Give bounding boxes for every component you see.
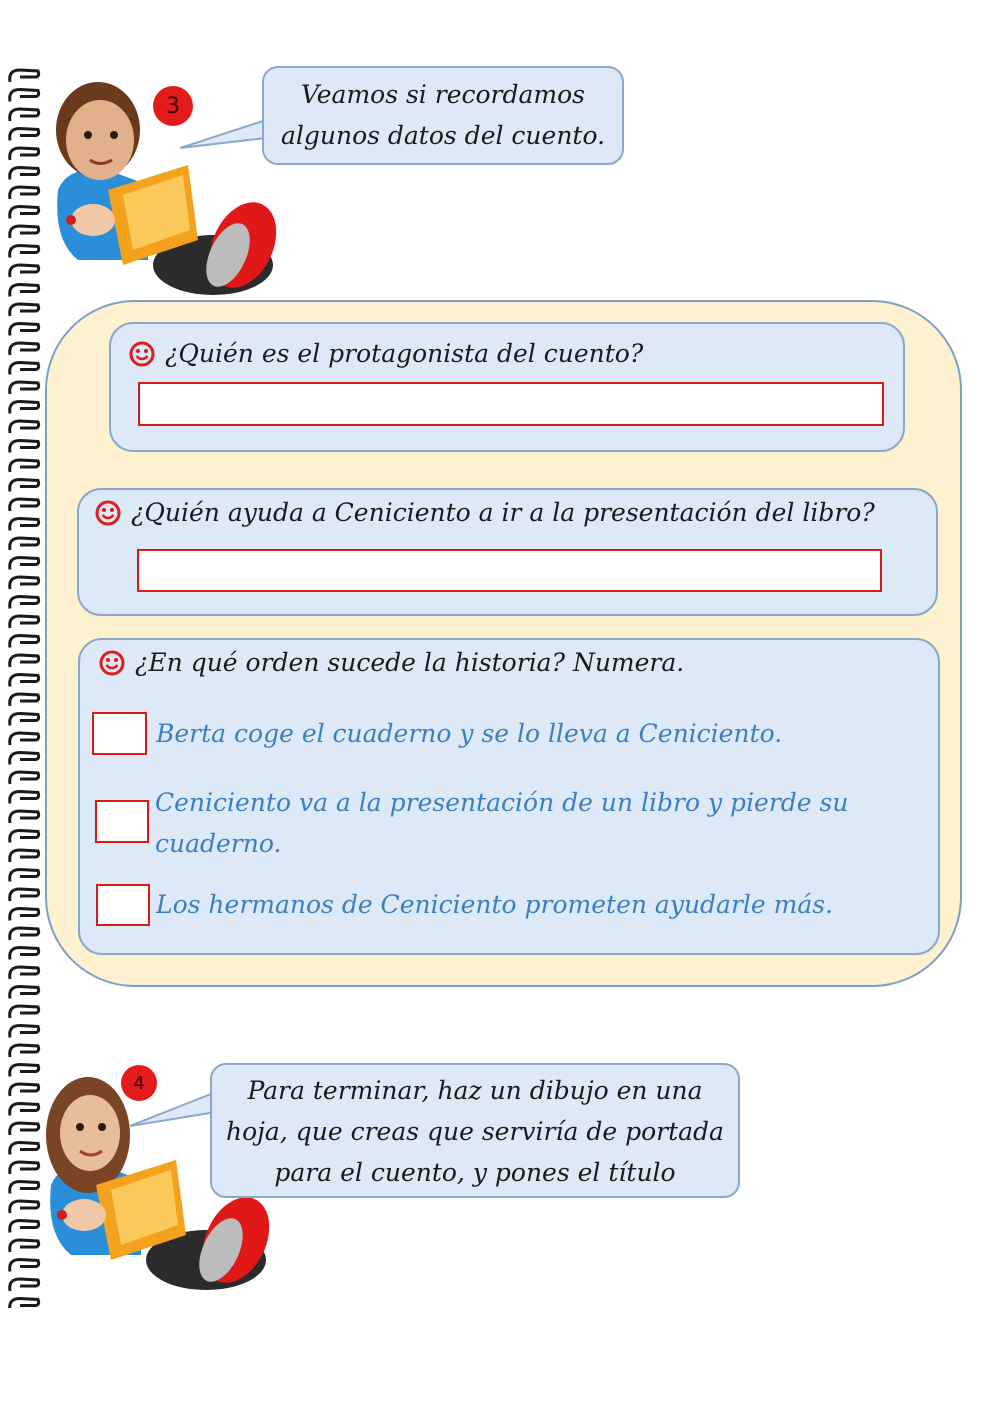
spiral-ring: [10, 1221, 39, 1233]
question-text: ¿Quién es el protagonista del cuento?: [165, 339, 644, 368]
spiral-ring: [10, 226, 39, 238]
spiral-ring: [10, 109, 39, 121]
spiral-ring: [10, 597, 39, 609]
order-item-line: Los hermanos de Ceniciento prometen ayudarle más.: [156, 890, 834, 919]
spiral-ring: [10, 70, 39, 82]
spiral-ring: [10, 1065, 39, 1077]
bubble-line: Para terminar, haz un dibujo en una: [247, 1076, 703, 1105]
question-text: ¿Quién ayuda a Ceniciento a ir a la presentación del libro?: [131, 498, 875, 527]
spiral-ring: [10, 987, 39, 999]
spiral-ring: [10, 1279, 39, 1291]
smiley-icon: [99, 650, 125, 676]
spiral-ring: [10, 343, 39, 355]
spiral-ring: [10, 1104, 39, 1116]
spiral-ring: [10, 324, 39, 336]
spiral-ring: [10, 90, 39, 102]
spiral-ring: [10, 1084, 39, 1096]
spiral-ring: [10, 148, 39, 160]
spiral-ring: [10, 538, 39, 550]
spiral-ring: [10, 363, 39, 375]
question-3: [99, 648, 684, 677]
smiley-icon: [129, 341, 155, 367]
spiral-ring: [10, 967, 39, 979]
bubble-line: algunos datos del cuento.: [280, 121, 606, 150]
spiral-ring: [10, 948, 39, 960]
spiral-ring: [10, 558, 39, 570]
spiral-ring: [10, 792, 39, 804]
spiral-ring: [10, 772, 39, 784]
order-number-input[interactable]: [92, 712, 147, 755]
spiral-ring: [10, 129, 39, 141]
spiral-ring: [10, 1201, 39, 1213]
bubble-line: para el cuento, y pones el título: [274, 1158, 676, 1187]
spiral-ring: [10, 733, 39, 745]
bubble-line: hoja, que creas que serviría de portada: [226, 1117, 724, 1146]
speech-bubble-tail: [130, 1090, 220, 1130]
spiral-ring: [10, 499, 39, 511]
order-number-input[interactable]: [95, 800, 149, 843]
spiral-ring: [10, 909, 39, 921]
spiral-ring: [10, 675, 39, 687]
intro-speech-bubble: [262, 66, 624, 165]
smiley-icon: [95, 500, 121, 526]
spiral-ring: [10, 714, 39, 726]
spiral-ring: [10, 616, 39, 628]
question-1: [129, 339, 643, 368]
spiral-ring: [10, 1182, 39, 1194]
spiral-ring: [10, 1299, 39, 1309]
order-item: [155, 782, 848, 864]
spiral-ring: [10, 753, 39, 765]
order-item-line: Berta coge el cuaderno y se lo lleva a Ceniciento.: [156, 719, 783, 748]
spiral-ring: [10, 1045, 39, 1057]
spiral-ring: [10, 870, 39, 882]
spiral-ring: [10, 831, 39, 843]
order-item: [156, 884, 833, 925]
spiral-ring: [10, 694, 39, 706]
spiral-ring: [10, 1006, 39, 1018]
spiral-ring: [10, 441, 39, 453]
spiral-ring: [10, 1123, 39, 1135]
answer-field-helper[interactable]: [137, 549, 882, 592]
spiral-ring: [10, 811, 39, 823]
spiral-ring: [10, 1026, 39, 1038]
spiral-ring: [10, 1240, 39, 1252]
final-speech-bubble: [210, 1063, 740, 1198]
order-item-line: Ceniciento va a la presentación de un libro y pierde su: [155, 788, 849, 817]
order-item-line: cuaderno.: [155, 829, 282, 858]
spiral-ring: [10, 577, 39, 589]
spiral-ring: [10, 265, 39, 277]
spiral-ring: [10, 655, 39, 667]
order-item: [156, 713, 782, 754]
order-number-input[interactable]: [96, 884, 150, 926]
spiral-ring: [10, 402, 39, 414]
spiral-ring: [10, 889, 39, 901]
spiral-ring: [10, 382, 39, 394]
question-text: ¿En qué orden sucede la historia? Numera.: [135, 648, 685, 677]
step-number-badge: 3: [153, 86, 193, 126]
spiral-ring: [10, 636, 39, 648]
spiral-ring: [10, 187, 39, 199]
spiral-ring: [10, 304, 39, 316]
spiral-ring: [10, 1143, 39, 1155]
step-number-badge: 4: [121, 1065, 157, 1101]
spiral-ring: [10, 207, 39, 219]
spiral-ring: [10, 460, 39, 472]
spiral-ring: [10, 480, 39, 492]
spiral-ring: [10, 519, 39, 531]
spiral-ring: [10, 850, 39, 862]
speech-bubble-tail: [180, 118, 270, 158]
spiral-ring: [10, 1260, 39, 1272]
spiral-ring: [10, 285, 39, 297]
spiral-ring: [10, 928, 39, 940]
bubble-line: Veamos si recordamos: [300, 80, 585, 109]
spiral-ring: [10, 1162, 39, 1174]
question-2: [95, 498, 875, 527]
answer-field-protagonist[interactable]: [138, 382, 884, 426]
spiral-ring: [10, 246, 39, 258]
spiral-ring: [10, 168, 39, 180]
spiral-ring: [10, 421, 39, 433]
